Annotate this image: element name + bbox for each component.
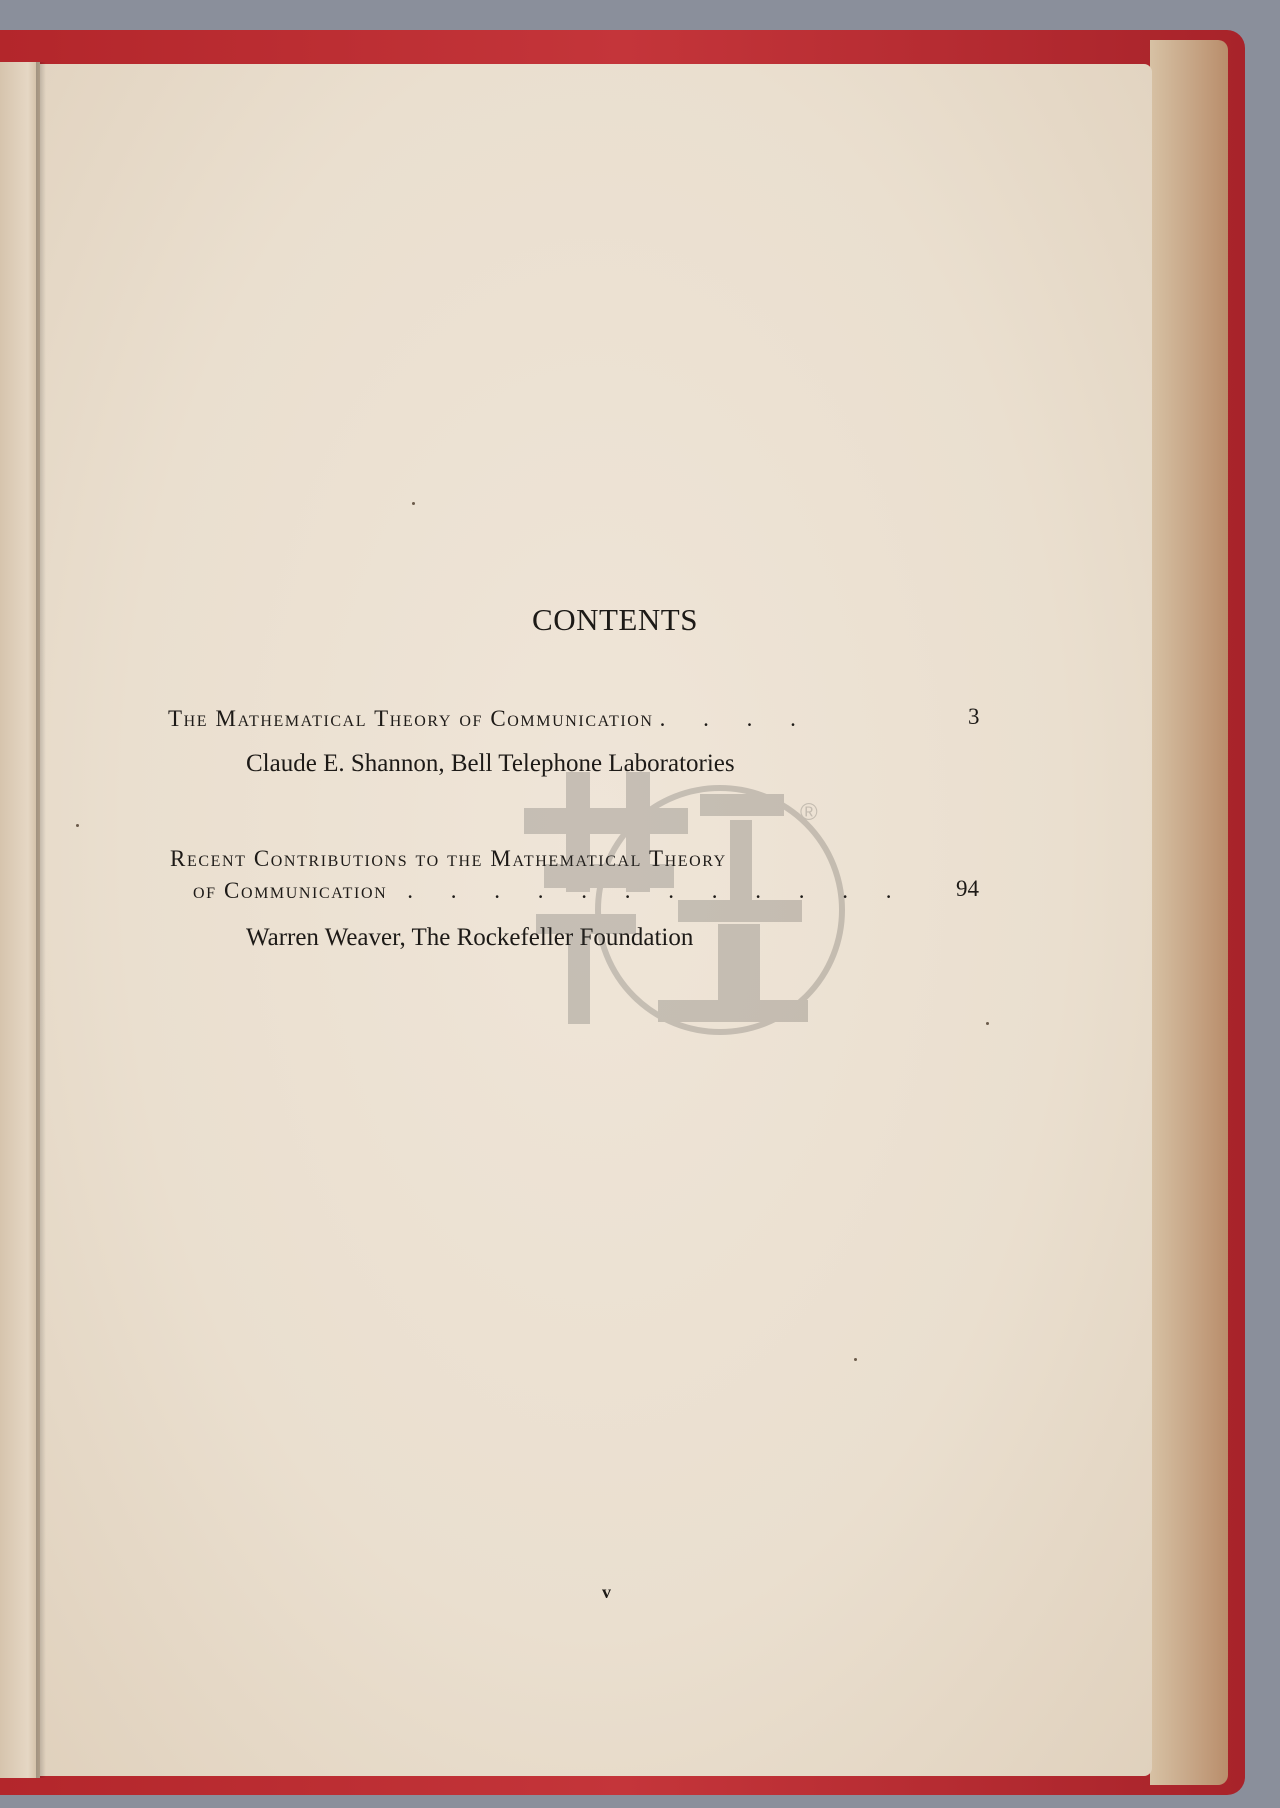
paper-speck <box>412 502 415 505</box>
toc-entry-1-leader: . . . . <box>659 706 812 731</box>
toc-entry-2-leader: . . . . . . . . . . . . <box>407 878 908 903</box>
facing-page <box>0 62 40 1778</box>
page-title: CONTENTS <box>532 602 698 637</box>
toc-entry-1-title-text: The Mathematical Theory of Communication <box>168 706 654 731</box>
toc-entry-2-title-line1: Recent Contributions to the Mathematical Theory <box>170 846 727 871</box>
toc-entry-1-title <box>168 706 812 732</box>
toc-entry-1-author: Claude E. Shannon, Bell Telephone Laboratories <box>246 750 735 777</box>
toc-entry-2-title-text: of Communication <box>193 878 388 903</box>
toc-entry-2-page: 94 <box>956 876 979 901</box>
toc-entry-2-author: Warren Weaver, The Rockefeller Foundation <box>246 924 694 951</box>
paper-speck <box>854 1358 857 1361</box>
page-edges <box>1150 40 1228 1785</box>
contents-page <box>40 64 1152 1776</box>
stamp-watermark-icon <box>508 764 860 1076</box>
toc-entry-1-page: 3 <box>968 704 980 729</box>
page-folio: v <box>602 1582 611 1602</box>
paper-speck <box>76 824 79 827</box>
registered-mark: ® <box>800 799 818 826</box>
gutter-shadow <box>36 62 46 1778</box>
paper-speck <box>986 1022 989 1025</box>
